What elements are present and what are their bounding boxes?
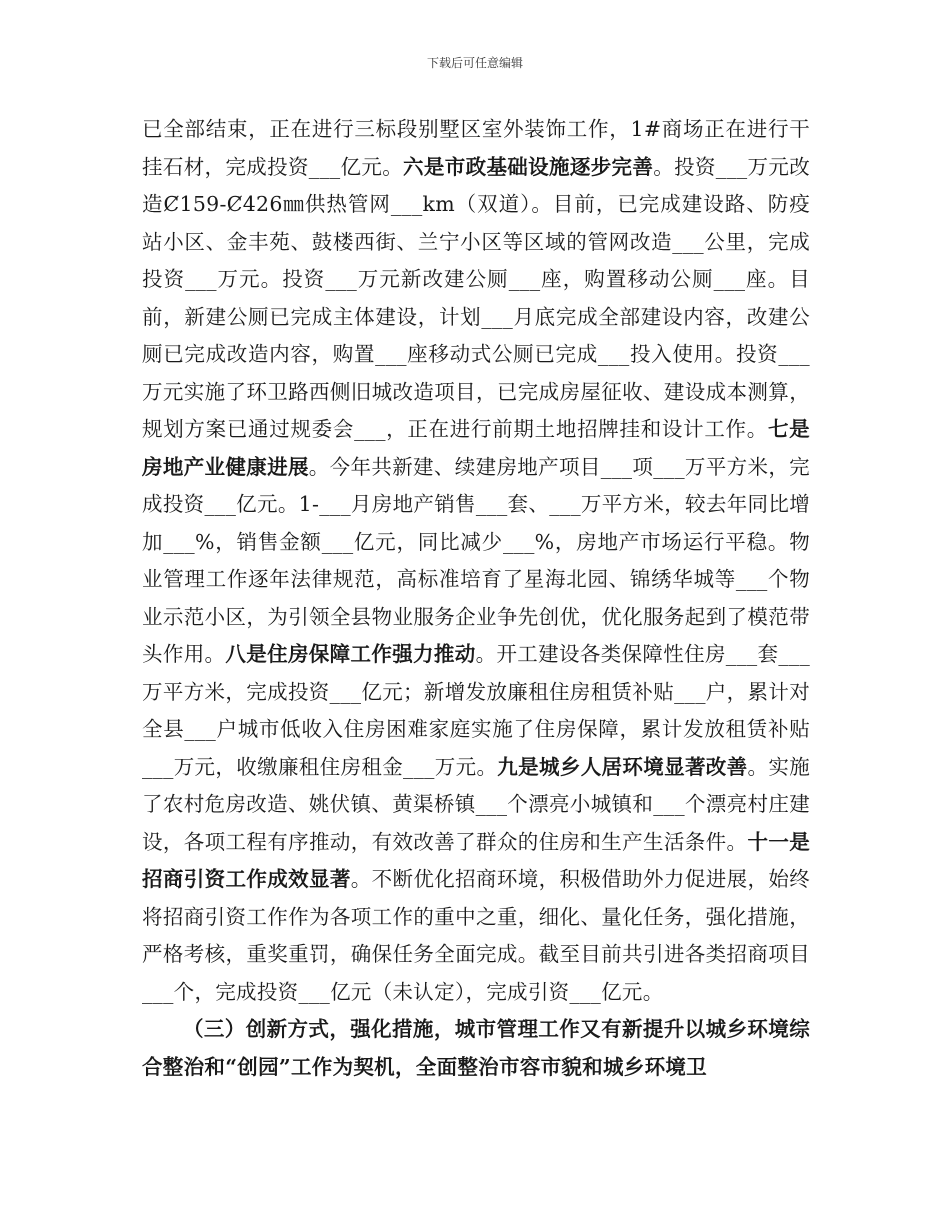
paragraph-main	[142, 111, 810, 1011]
paragraph-section-three	[142, 1011, 810, 1086]
text-run: 。开工建设各类保障性住房___套___万平方米，完成投资___亿元；新增发放廉租住房租赁补贴___户，累计对全县___户城市低收入住房困难家庭实施了住房保障，累计发放租赁补贴___万元，收缴廉租住房租金___万元。	[142, 642, 811, 779]
section-heading-nine: 九是城乡人居环境显著改善	[497, 754, 748, 779]
document-body	[142, 111, 810, 1086]
text-run: 已全部结束，正在进行三标段别墅区室外装饰工作，1#商场正在进行干挂石材，完成投资___亿元。	[142, 117, 810, 179]
text-run: 。投资___万元改造Ȼ159-Ȼ426㎜供热管网___km（双道）。目前，已完成建设路、防疫站小区、金丰苑、鼓楼西街、兰宁小区等区域的管网改造___公里，完成投资___万元。投资___万元新改建公厕___座，购置移动公厕___座。目前，新建公厕已完成主体建设，计划___月底完成全部建设内容，改建公厕已完成改造内容，购置___座移动式公厕已完成___投入使用。投资___万元实施了环卫路西侧旧城改造项目，已完成房屋征收、建设成本测算，规划方案已通过规委会___，正在进行前期土地招牌挂和设计工作。	[142, 154, 810, 441]
text-run: 。实施了农村危房改造、姚伏镇、黄渠桥镇___个漂亮小城镇和___个漂亮村庄建设，各项工程有序推动，有效改善了群众的住房和生产生活条件。	[142, 754, 810, 854]
section-heading-eight: 八是住房保障工作强力推动	[225, 642, 476, 666]
section-heading-eleven: 十一是招商引资工作成效显著	[142, 829, 810, 891]
section-title-three: （三）创新方式，强化措施，城市管理工作又有新提升以城乡环境综合整治和“创园”工作为契机，全面整治市容市貌和城乡环境卫	[142, 1017, 810, 1079]
page-header: 下载后可任意编辑	[426, 56, 523, 70]
text-run: 。今年共新建、续建房地产项目___项___万平方米，完成投资___亿元。1-___月房地产销售___套、___万平方米，较去年同比增加___%，销售金额___亿元，同比减少___%，房地产市场运行平稳。物业管理工作逐年法律规范，高标准培育了星海北园、锦绣华城等___个物业示范小区，为引领全县物业服务企业争先创优，优化服务起到了模范带头作用。	[142, 454, 810, 666]
section-heading-six: 六是市政基础设施逐步完善	[403, 154, 654, 179]
text-run: 。不断优化招商环境，积极借助外力促进展，始终将招商引资工作作为各项工作的重中之重，细化、量化任务，强化措施，严格考核，重奖重罚，确保任务全面完成。截至目前共引进各类招商项目___个，完成投资___亿元（未认定），完成引资___亿元。	[142, 867, 810, 1004]
section-heading-seven: 七是房地产业健康进展	[142, 417, 810, 479]
